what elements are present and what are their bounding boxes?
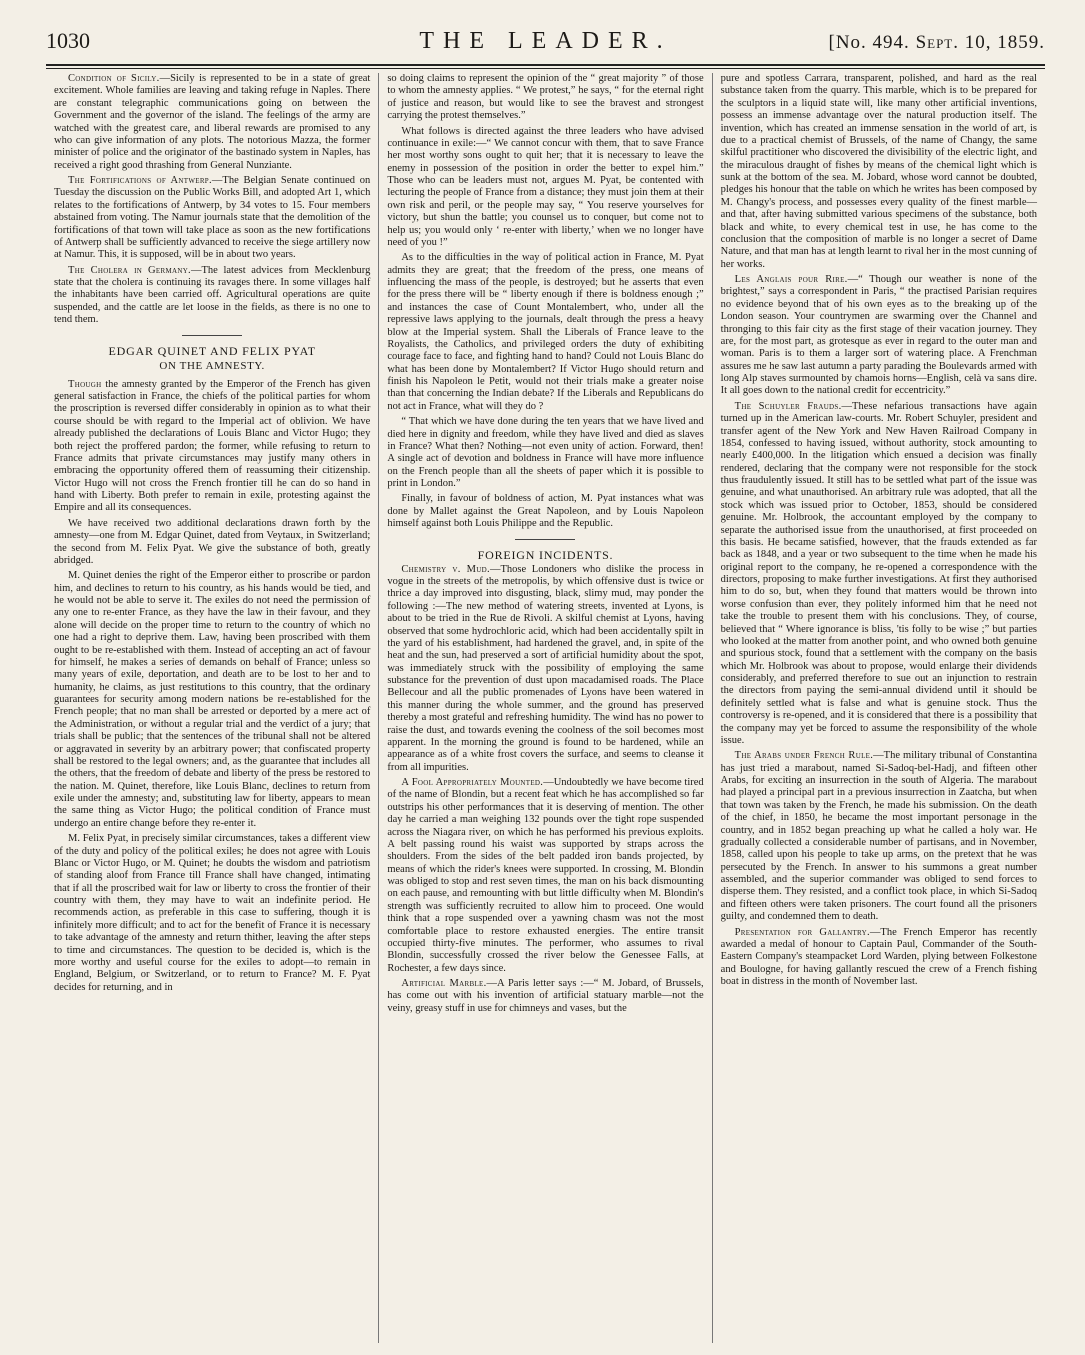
paragraph-continued: so doing claims to represent the opinion of the “ great majority ” of those to whom the amnesty applies. “ We protest,” he says, “ for the eternal right of justice and reason, but would like to see the bravest and strongest carrying the protest themselves.”	[387, 73, 704, 122]
issue-date: Sept. 10, 1859.	[915, 32, 1045, 53]
paragraph-declarations: We have received two additional declarations drawn forth by the amnesty—one from M. Edgar Quinet, dated from Veytaux, in Switzerland; the second from M. Felix Pyat. We give the substance of both, greatly abridged.	[54, 517, 371, 566]
article-subheading: ON THE AMNESTY.	[159, 359, 265, 372]
article-heading: EDGAR QUINET AND FELIX PYAT	[108, 343, 316, 358]
paragraph-head: Presentation for Gallantry.	[734, 926, 870, 938]
column-3	[712, 73, 1045, 1343]
paragraph-head: Though	[68, 378, 102, 390]
paragraph-amnesty-intro	[54, 379, 370, 515]
column-2	[378, 73, 711, 1343]
paragraph-head: Artificial Marble.	[401, 978, 487, 990]
paragraph-body: —The French Emperor has recently awarded a medal of honour to Captain Paul, Commander of the South-Eastern Company's steampacket Lord Warden, plying between Folkestone and Boulogne, for having gallantly rescued the crew of a French fishing boat in distress in the month of November last.	[720, 926, 1037, 987]
paragraph-cholera	[54, 265, 370, 327]
paragraph-antwerp	[54, 175, 370, 262]
paragraph-body: —The military tribunal of Constantina has just tried a marabout, named Si-Sadoq-bel-Hadj, and fifteen other Arabs, for exciting an insurrection in the south of Algeria. The marabout had played a principal part in a previous insurrection in Zaatcha, but when that town was taken by the French, he made his submission. On the death of the chief, in 1850, he became the most important personage in the country, and in 1852 began preaching up what he called a holy war. He gradually collected a considerable number of partisans, and in November, 1858, called upon his people to take up arms, on the pretext that he was persecuted by the French. In answer to his summons a great number assembled, and the superior commander was obliged to send forces to disperse them. They resisted, and a conflict took place, in which Si-Sadoq and fifteen others were taken prisoners. The court found all the prisoners guilty, and condemned them to death.	[720, 750, 1037, 923]
columns	[46, 73, 1045, 1343]
paragraph-leaders: What follows is directed against the three leaders who have advised continuance in exile:—“ We cannot concur with them, that to save France her most worthy sons ought to quit her; that it is necessary to leave the enemy in possession of the position in order the better to expel him.” Those who can be leaders must not, argues M. Pyat, be contented with lecturing the people of France from a distance; they must join them at their own risk and peril, or the people may say, “ You reserve yourselves for victory, but shun the battle; you counsel us to conquer, but come not to help us; you would only ‘ re-enter with liberty,’ when we no longer have need of you !”	[387, 125, 704, 248]
paragraph-head: Condition of Sicily.	[68, 73, 160, 84]
paragraph-head: The Cholera in Germany.	[68, 264, 191, 276]
section-divider	[182, 335, 242, 336]
masthead	[46, 28, 1045, 58]
paragraph-body: the amnesty granted by the Emperor of the French has given general satisfaction in France, the chiefs of the political parties for whom the proscription is reversed differ considerably in opinion as to what their course should be with regard to the Imperial act of oblivion. We have already published the declarations of Louis Blanc and Victor Hugo; they both reject the proffered pardon; the former, while refusing to return to France admits that private circumstances may justify many others in embracing the opportunity offered them of reassuming their citizenship. Victor Hugo will not cross the French frontier till he can do so hand in hand with Liberty. Both prefer to remain in exile, protesting against the Empire and all its consequences.	[54, 378, 371, 514]
paragraph-sicily	[54, 73, 370, 172]
paragraph-chemistry	[387, 564, 703, 774]
paragraph-ten-years: “ That which we have done during the ten years that we have lived and died here in dignity and freedom, while they have lived and died as slaves in France? What then? Nothing—not even unity of action. Forward, then! A single act of devotion and boldness in France will have more influence on the French people than all the sheets of paper which it is possible to print in London.”	[387, 416, 704, 489]
paragraph-head: Les Anglais pour Rire.	[734, 274, 848, 285]
page-number: 1030	[46, 28, 90, 53]
paragraph-body: —Those Londoners who dislike the process in vogue in the streets of the metropolis, by which offensive dust is twice or thrice a day improved into disgusting, black, slimy mud, may ponder the following :—The new method of watering streets, invented at Lyons, is about to be tried in the Rue de Rivoli. A skilful chemist at Lyons, having observed that some hydrochloric acid, which had been accidentally spilt in the yard of his establishment, had hardened the gravel, and, in spite of the heat and the sun, had preserved a sort of artificial humidity about the spot, was immediately struck with the possibility of employing the same substance for the prevention of dust upon macadamised roads. The Place Bellecour and all the public promenades of Lyons have been watered in this manner during the whole summer, and the ground has preserved thereby a most grateful and refreshing humidity. The wind has no power to raise the dust, and towards evening the coolness of the soil becomes most apparent. In the morning the ground is found to be hardened, while an appearance as of a white frost covers the surface, and seems to cleanse it from all impurities.	[387, 563, 704, 773]
paragraph-body: —Undoubtedly we have become tired of the name of Blondin, but a recent feat which he has accomplished so far outstrips his other performances that it is deserving of mention. The other day he carried a man weighing 132 pounds over the tight rope suspended across the Niagara river, on which he has performed his previous exploits. A belt passing round his waist was supported by straps across the shoulders. From the sides of the belt padded iron bands projected, by means of which the rider's knees were supported. In crossing, M. Blondin was obliged to stop and rest seven times, the man on his back dismounting on each pause, and remounting with but little difficulty when M. Blondin's strength was sufficiently recruited to allow him to proceed. One would think that a rope suspended over a yawning chasm was not the most comfortable place to restore exhausted energies. The entire transit occupied thirty-five minutes. The performer, who assumes to rival Blondin, successfully crossed the river below the Genessee Falls, at Rochester, a few days since.	[387, 777, 704, 974]
paragraph-marble-continued: pure and spotless Carrara, transparent, polished, and hard as the real substance taken from the quarry. This marble, which is to be prepared for the sculptors in a liquid state will, like many other artificial inventions, possess an immense advantage over the natural production itself. The invention, which has created an immense sensation in the world of art, is due to a practical chemist of Brussels, of the name of Changy, the same skilful practitioner who discovered the divisibility of the electric light, and the miraculous draught of fishes by means of the chemical light which is sunk at the bottom of the sea. M. Jobard, whose word cannot be doubted, pledges his honour that the table on which he writes has been composed by M. Changy's process, and possesses every quality of the finest marble—and that, after having submitted various specimens of the substance, both black and white, to every chemical test in use, he has come to the conclusion that the composition of marble is no longer a secret of Dame Nature, and that man has at length learnt to rival her in the most cunning of her works.	[720, 73, 1037, 270]
newspaper-title: THE LEADER.	[419, 28, 672, 54]
issue-number: [No. 494.	[828, 32, 910, 53]
paragraph-body: —“ Though our weather is none of the brightest,” says a correspondent in Paris, “ the practised Parisian requires no evidence beyond that of his own eyes as to the breaking up of the London season. Your countrymen are swarming over the Channel and thronging to this fair city as the first stage of their vacation journey. They are, for the most part, as grotesque as ever in regard to the outer man and woman. Paris is to them a larger sort of watering place. A Frenchman assures me he saw last autumn a party parading the Boulevards armed with long Alp staves surmounted by chamois horns—English, celà va sans dire. It all goes down to the national credit for eccentricity.”	[720, 274, 1037, 397]
paragraph-arabs	[721, 750, 1037, 923]
paragraph-head: Chemistry v. Mud.	[401, 563, 490, 575]
paragraph-pyat: M. Felix Pyat, in precisely similar circumstances, takes a different view of the duty and policy of the political exiles; he does not agree with Louis Blanc or Victor Hugo, or M. Quinet; he doubts the wisdom and patriotism of standing aloof from France till France shall have changed, intimating that if all the proscribed wait for law or liberty to cross the frontier of their country with them, they may have to wait an indefinite period. He recommends action, as preferable in this case to suffering, though it is infinitely more difficult; and to act for the benefit of France it is necessary to take advantage of the amnesty and return thither, leaving the after steps to time and circumstances. The question to be decided is, which is the more worthy and useful course for the exiles to adopt—to remain in England, Belgium, or Switzerland, or to return to France? M. F. Pyat decides for returning, and in	[54, 833, 371, 993]
masthead-rule	[46, 64, 1045, 69]
paragraph-head: The Schuyler Frauds.	[734, 400, 842, 412]
paragraph-finally: Finally, in favour of boldness of action, M. Pyat instances what was done by Mallet against the Great Napoleon, and by Louis Napoleon himself against both Louis Philippe and the Republic.	[387, 493, 704, 530]
paragraph-body: —A Paris letter says :—“ M. Jobard, of Brussels, has come out with his invention of artificial statuary marble—not the veiny, greasy stuff in use for chimneys and vases, but the	[387, 978, 704, 1014]
section-heading: FOREIGN INCIDENTS.	[477, 547, 614, 562]
section-divider	[515, 539, 575, 540]
paragraph-head: The Fortifications of Antwerp.	[68, 175, 212, 186]
paragraph-quinet: M. Quinet denies the right of the Emperor either to proscribe or pardon him, and declines to return to his country, as his hands would be tied, and he would not be able to serve it. The exiles do not need the permission of any one to re-enter France, as they have the law in their favour, and they alone will decide on the proper time to return to the country of which no one had a right to deprive them. Law, having been proscribed with them ought to be re-established with them. Instead of accepting an act of favour for himself, he makes a series of demands on behalf of France; unless so many years of exile, deportation, and death are to be lost to her and to humanity, he claims, as just restitutions to this country, that the ordinary guarantees for security among modern nations be re-established for the French people; that no man shall be arrested or deported by a mere act of the Administration, or without a regular trial and the verdict of a jury; that trials shall be public; that the sentences of the tribunal shall not be altered or aggravated in severity by an arbitrary power; that confiscated property shall be restored to the legal owners; and, as the guarantee that includes all the others, that the freedom of debate and liberty of the press be restored to the nation. M. Quinet, therefore, like Louis Blanc, declines to return from exile under the amnesty; and, substituting law for liberty, appears to mean the same thing as Victor Hugo; the political condition of France must undergo an entire change before they re-enter it.	[54, 570, 371, 829]
paragraph-body: —The latest advices from Mecklenburg state that the cholera is continuing its ravages there. In some villages half the inhabitants have been carried off. Agricultural operations are quite suspended, and the cattle are let loose in the fields, as there is no one to tend them.	[54, 264, 371, 326]
paragraph-marble	[387, 978, 703, 1015]
issue-info	[829, 32, 1046, 54]
paragraph-head: A Fool Appropriately Mounted.	[401, 777, 544, 789]
paragraph-body: —These nefarious transactions have again turned up in the American law-courts. Mr. Robert Schuyler, president and transfer agent of the New York and New Haven Railroad Company in 1854, confessed to having issued, without authority, stock amounting to nearly £400,000. In the litigation which ensued a decision was finally rendered, declaring that the company were not responsible for the stock thus fraudulently issued. It still has to be settled what part of the issue was genuine, and what unauthorised. An arbitrary rule was adopted, that all the stock which was issued prior to October, 1853, should be considered genuine. Mr. Holbrook, the accountant employed by the company to separate the authorised issue from the unauthorised, at first proceeded on this basis. He became satisfied, however, that the frauds extended as far back as 1848, and a year or two subsequent to the time when he made his original report to the company, he re-opened a correspondence with the directors, proposing to make further investigations. At first they authorised him to do so, but, when they found that matters would be thrown into worse confusion than ever, they politely informed him that he need not take the trouble to present them with his conclusions. They, of course, believed that “ Where ignorance is bliss, 'tis folly to be wise ;” but parties who looked at the matter from another point, and who owned both genuine and spurious stock, found that a settlement with the company on the basis which Mr. Holbrook was about to propose, would enlarge their dividends considerably, and preferred therefore to sue out an injunction to restrain the directors from paying the semi-annual dividend until it should be definitely settled what is false and what is genuine stock. Thus the controversy is re-opened, and it is considered that there is a possibility that the company may yet be forced to assume the responsibility of the whole issue.	[720, 400, 1037, 746]
paragraph-anglais	[721, 274, 1037, 398]
paragraph-schuyler	[721, 401, 1037, 748]
paragraph-body: —Sicily is represented to be in a state of great excitement. Whole families are leaving and taking refuge in Naples. There are constant telegraphic communications going on between the Government and the governor of the island. The feelings of the army are watched with the greatest care, and liberal rewards are promised to any who can give information of any plots. The notorious Mazza, the former minister of police and the originator of the bastinado system in Naples, has received a right good thrashing from General Nunziante.	[54, 73, 371, 171]
paragraph-difficulties: As to the difficulties in the way of political action in France, M. Pyat admits they are great; that the freedom of the press, one means of influencing the mass of the people, is destroyed; but he asserts that even for the press there will be “ liberty enough if there is boldness enough ;” and instances the case of Count Montalembert, who, under all the repressive laws applying to the journals, dealt through the press a heavy blow at the Imperial system. Shall the Liberals of France leave to the Royalists, the Catholics, and privileged orders the duty of exhibiting courage face to face, and fighting hand to hand? Could not Louis Blanc do what has been done by Montalembert? If Victor Hugo should return and finish his Napoleon le Petit, would not their trials make a greater noise than that concerning the Indian debate? If the Liberals and Republicans do not act in France, what will they do ?	[387, 252, 704, 412]
paragraph-blondin	[387, 777, 703, 975]
column-1	[46, 73, 378, 1343]
paragraph-gallantry	[721, 927, 1037, 989]
paragraph-body: —The Belgian Senate continued on Tuesday the discussion on the Public Works Bill, and adopted Art 1, which relates to the fortifications of Antwerp, by 34 votes to 15. Four members abstained from voting. The Namur journals state that the demolition of the fortifications of that town will take place as soon as the new fortifications of Antwerp shall be sufficiently advanced to receive the siege artillery now at Namur. This, it is supposed, will be in about two years.	[54, 175, 371, 261]
paragraph-head: The Arabs under French Rule.	[734, 750, 874, 762]
